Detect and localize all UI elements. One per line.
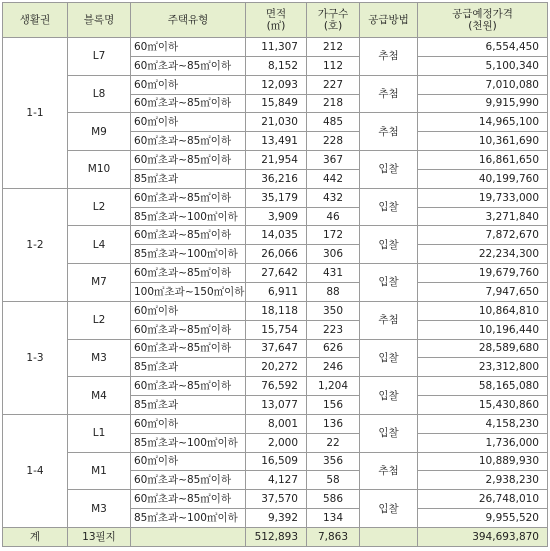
total-households: 7,863 xyxy=(307,528,360,547)
price-cell: 10,361,690 xyxy=(418,132,548,151)
block-cell: M9 xyxy=(68,113,131,151)
households-cell: 485 xyxy=(307,113,360,132)
area-cell: 21,954 xyxy=(246,151,307,170)
price-cell: 10,864,810 xyxy=(418,301,548,320)
area-cell: 21,030 xyxy=(246,113,307,132)
households-cell: 58 xyxy=(307,471,360,490)
households-cell: 112 xyxy=(307,56,360,75)
area-cell: 76,592 xyxy=(246,377,307,396)
area-cell: 15,754 xyxy=(246,320,307,339)
total-type-empty xyxy=(131,528,246,547)
total-blocks: 13필지 xyxy=(68,528,131,547)
households-cell: 228 xyxy=(307,132,360,151)
table-row xyxy=(3,151,548,170)
table-row xyxy=(3,339,548,358)
header-block: 블록명 xyxy=(68,3,131,38)
area-cell: 36,216 xyxy=(246,169,307,188)
table-row xyxy=(3,264,548,283)
households-cell: 431 xyxy=(307,264,360,283)
households-cell: 246 xyxy=(307,358,360,377)
households-cell: 442 xyxy=(307,169,360,188)
header-row xyxy=(3,3,548,38)
price-cell: 7,872,670 xyxy=(418,226,548,245)
table-row xyxy=(3,490,548,509)
type-cell: 85㎡초과~100㎡이하 xyxy=(131,433,246,452)
households-cell: 136 xyxy=(307,414,360,433)
price-cell: 58,165,080 xyxy=(418,377,548,396)
type-cell: 85㎡초과~100㎡이하 xyxy=(131,207,246,226)
block-cell: M3 xyxy=(68,339,131,377)
type-cell: 60㎡이하 xyxy=(131,414,246,433)
price-cell: 9,955,520 xyxy=(418,509,548,528)
area-cell: 13,491 xyxy=(246,132,307,151)
method-cell: 입찰 xyxy=(360,151,418,189)
method-cell: 입찰 xyxy=(360,339,418,377)
price-cell: 15,430,860 xyxy=(418,396,548,415)
block-cell: L8 xyxy=(68,75,131,113)
households-cell: 88 xyxy=(307,282,360,301)
method-cell: 추첨 xyxy=(360,75,418,113)
area-cell: 26,066 xyxy=(246,245,307,264)
table-row xyxy=(3,414,548,433)
price-cell: 10,889,930 xyxy=(418,452,548,471)
block-cell: M4 xyxy=(68,377,131,415)
households-cell: 356 xyxy=(307,452,360,471)
households-cell: 306 xyxy=(307,245,360,264)
type-cell: 60㎡이하 xyxy=(131,38,246,57)
area-cell: 9,392 xyxy=(246,509,307,528)
header-households-unit: (호) xyxy=(323,20,343,32)
method-cell: 추첨 xyxy=(360,301,418,339)
area-cell: 37,647 xyxy=(246,339,307,358)
households-cell: 218 xyxy=(307,94,360,113)
type-cell: 85㎡초과~100㎡이하 xyxy=(131,245,246,264)
total-area: 512,893 xyxy=(246,528,307,547)
total-row xyxy=(3,528,548,547)
households-cell: 212 xyxy=(307,38,360,57)
header-price xyxy=(418,3,548,38)
table-row xyxy=(3,452,548,471)
households-cell: 22 xyxy=(307,433,360,452)
method-cell: 입찰 xyxy=(360,377,418,415)
type-cell: 60㎡초과~85㎡이하 xyxy=(131,471,246,490)
households-cell: 1,204 xyxy=(307,377,360,396)
table-row xyxy=(3,377,548,396)
households-cell: 367 xyxy=(307,151,360,170)
type-cell: 85㎡초과~100㎡이하 xyxy=(131,509,246,528)
method-cell: 추첨 xyxy=(360,452,418,490)
table-row xyxy=(3,75,548,94)
price-cell: 7,947,650 xyxy=(418,282,548,301)
method-cell: 추첨 xyxy=(360,38,418,76)
area-cell: 11,307 xyxy=(246,38,307,57)
header-method: 공급방법 xyxy=(360,3,418,38)
price-cell: 5,100,340 xyxy=(418,56,548,75)
method-cell: 입찰 xyxy=(360,490,418,528)
type-cell: 100㎡초과~150㎡이하 xyxy=(131,282,246,301)
header-zone: 생활권 xyxy=(3,3,68,38)
type-cell: 60㎡초과~85㎡이하 xyxy=(131,226,246,245)
type-cell: 60㎡이하 xyxy=(131,301,246,320)
area-cell: 6,911 xyxy=(246,282,307,301)
price-cell: 19,733,000 xyxy=(418,188,548,207)
table-row xyxy=(3,188,548,207)
area-cell: 15,849 xyxy=(246,94,307,113)
block-cell: M1 xyxy=(68,452,131,490)
area-cell: 13,077 xyxy=(246,396,307,415)
price-cell: 4,158,230 xyxy=(418,414,548,433)
method-cell: 입찰 xyxy=(360,414,418,452)
price-cell: 10,196,440 xyxy=(418,320,548,339)
type-cell: 60㎡초과~85㎡이하 xyxy=(131,151,246,170)
type-cell: 60㎡초과~85㎡이하 xyxy=(131,320,246,339)
type-cell: 60㎡초과~85㎡이하 xyxy=(131,94,246,113)
header-type: 주택유형 xyxy=(131,3,246,38)
zone-cell: 1-2 xyxy=(3,188,68,301)
price-cell: 14,965,100 xyxy=(418,113,548,132)
price-cell: 28,589,680 xyxy=(418,339,548,358)
area-cell: 16,509 xyxy=(246,452,307,471)
area-cell: 4,127 xyxy=(246,471,307,490)
method-cell: 입찰 xyxy=(360,264,418,302)
area-cell: 8,152 xyxy=(246,56,307,75)
households-cell: 227 xyxy=(307,75,360,94)
area-cell: 3,909 xyxy=(246,207,307,226)
header-households xyxy=(307,3,360,38)
type-cell: 85㎡초과 xyxy=(131,358,246,377)
price-cell: 26,748,010 xyxy=(418,490,548,509)
zone-cell: 1-3 xyxy=(3,301,68,414)
price-cell: 16,861,650 xyxy=(418,151,548,170)
type-cell: 85㎡초과 xyxy=(131,169,246,188)
households-cell: 156 xyxy=(307,396,360,415)
price-cell: 3,271,840 xyxy=(418,207,548,226)
households-cell: 172 xyxy=(307,226,360,245)
price-cell: 1,736,000 xyxy=(418,433,548,452)
header-area xyxy=(246,3,307,38)
price-cell: 6,554,450 xyxy=(418,38,548,57)
header-price-label: 공급예정가격 xyxy=(452,8,513,20)
area-cell: 8,001 xyxy=(246,414,307,433)
table-body xyxy=(3,38,548,528)
total-price: 394,693,870 xyxy=(418,528,548,547)
type-cell: 85㎡초과 xyxy=(131,396,246,415)
area-cell: 37,570 xyxy=(246,490,307,509)
type-cell: 60㎡이하 xyxy=(131,113,246,132)
block-cell: L1 xyxy=(68,414,131,452)
total-method-empty xyxy=(360,528,418,547)
block-cell: L4 xyxy=(68,226,131,264)
zone-cell: 1-1 xyxy=(3,38,68,189)
area-cell: 2,000 xyxy=(246,433,307,452)
block-cell: L7 xyxy=(68,38,131,76)
header-area-unit: (㎡) xyxy=(266,20,286,32)
type-cell: 60㎡초과~85㎡이하 xyxy=(131,132,246,151)
block-cell: L2 xyxy=(68,301,131,339)
table-row xyxy=(3,113,548,132)
area-cell: 12,093 xyxy=(246,75,307,94)
block-cell: M3 xyxy=(68,490,131,528)
price-cell: 2,938,230 xyxy=(418,471,548,490)
header-price-unit: (천원) xyxy=(468,20,497,32)
price-cell: 7,010,080 xyxy=(418,75,548,94)
type-cell: 60㎡이하 xyxy=(131,75,246,94)
supply-table xyxy=(2,2,548,547)
block-cell: L2 xyxy=(68,188,131,226)
price-cell: 22,234,300 xyxy=(418,245,548,264)
total-label: 계 xyxy=(3,528,68,547)
households-cell: 134 xyxy=(307,509,360,528)
area-cell: 14,035 xyxy=(246,226,307,245)
households-cell: 46 xyxy=(307,207,360,226)
area-cell: 35,179 xyxy=(246,188,307,207)
households-cell: 586 xyxy=(307,490,360,509)
block-cell: M7 xyxy=(68,264,131,302)
price-cell: 9,915,990 xyxy=(418,94,548,113)
area-cell: 27,642 xyxy=(246,264,307,283)
price-cell: 40,199,760 xyxy=(418,169,548,188)
households-cell: 432 xyxy=(307,188,360,207)
zone-cell: 1-4 xyxy=(3,414,68,527)
households-cell: 223 xyxy=(307,320,360,339)
method-cell: 입찰 xyxy=(360,226,418,264)
area-cell: 18,118 xyxy=(246,301,307,320)
households-cell: 626 xyxy=(307,339,360,358)
type-cell: 60㎡초과~85㎡이하 xyxy=(131,490,246,509)
type-cell: 60㎡초과~85㎡이하 xyxy=(131,339,246,358)
type-cell: 60㎡초과~85㎡이하 xyxy=(131,377,246,396)
table-row xyxy=(3,38,548,57)
type-cell: 60㎡이하 xyxy=(131,452,246,471)
table-row xyxy=(3,301,548,320)
header-households-label: 가구수 xyxy=(317,8,349,20)
type-cell: 60㎡초과~85㎡이하 xyxy=(131,56,246,75)
block-cell: M10 xyxy=(68,151,131,189)
type-cell: 60㎡초과~85㎡이하 xyxy=(131,188,246,207)
method-cell: 추첨 xyxy=(360,113,418,151)
table-row xyxy=(3,226,548,245)
households-cell: 350 xyxy=(307,301,360,320)
method-cell: 입찰 xyxy=(360,188,418,226)
area-cell: 20,272 xyxy=(246,358,307,377)
price-cell: 19,679,760 xyxy=(418,264,548,283)
price-cell: 23,312,800 xyxy=(418,358,548,377)
type-cell: 60㎡초과~85㎡이하 xyxy=(131,264,246,283)
header-area-label: 면적 xyxy=(265,8,287,20)
